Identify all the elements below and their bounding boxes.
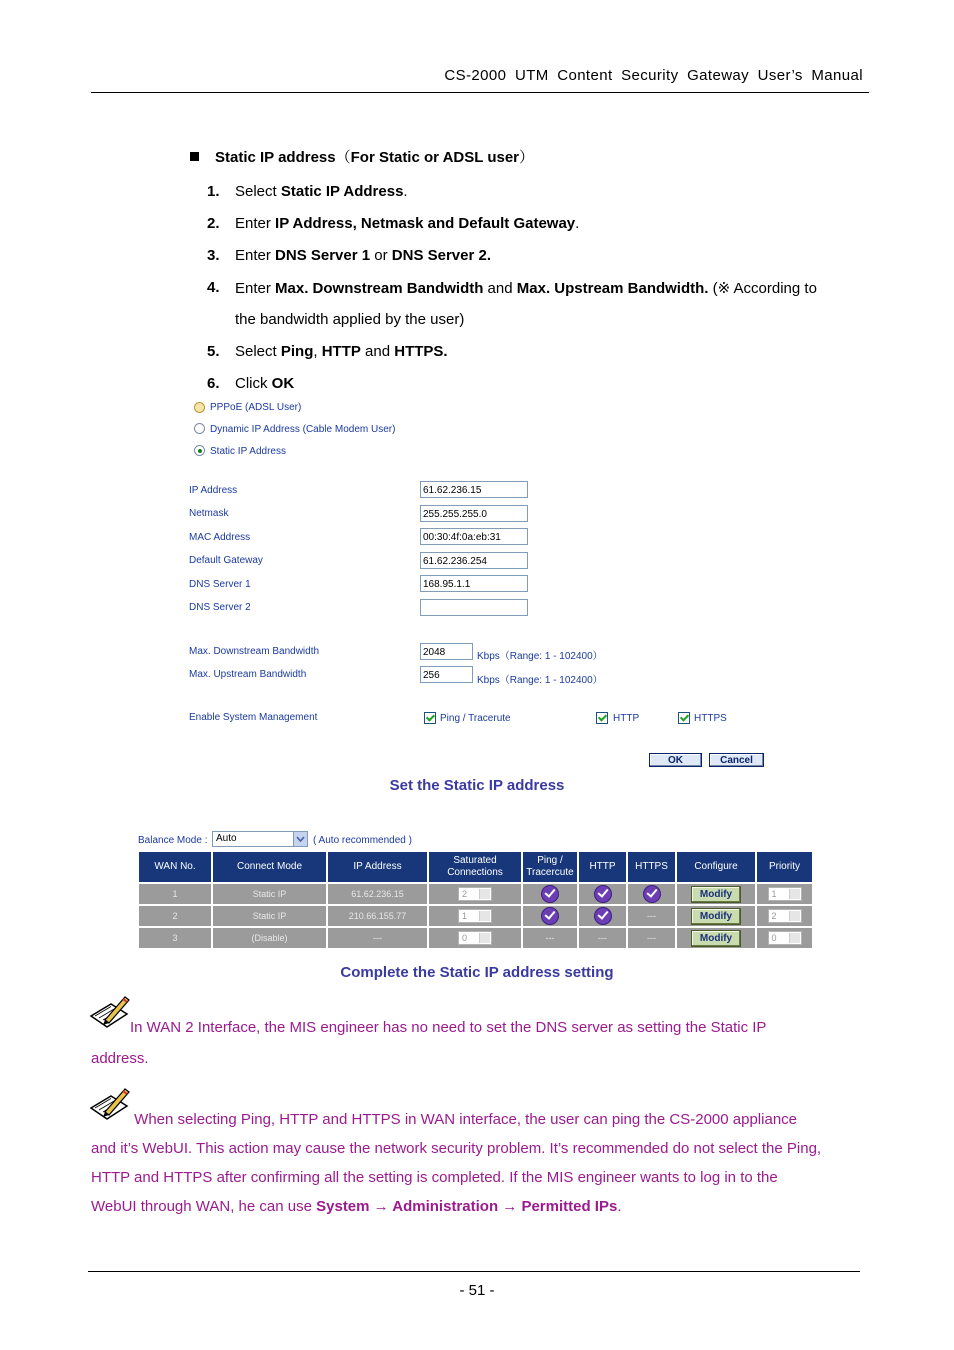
radio-pppoe-label: PPPoE (ADSL User) (210, 402, 302, 413)
modify-button[interactable]: Modify (691, 908, 741, 925)
col-configure: Configure (677, 852, 755, 882)
saturated-cell (429, 926, 521, 948)
balance-mode-value: Auto (216, 833, 237, 844)
https-checkbox-label: HTTPS (694, 713, 727, 724)
modify-button[interactable]: Modify (691, 886, 741, 903)
http-cell (579, 882, 626, 904)
note-pencil-icon (89, 994, 131, 1032)
priority-cell (757, 904, 812, 926)
header-divider (91, 92, 869, 93)
col-connect-mode: Connect Mode (213, 852, 326, 882)
balance-mode-label: Balance Mode : (138, 835, 208, 846)
col-http: HTTP (579, 852, 626, 882)
configure-cell (677, 926, 755, 948)
ip-address-field[interactable]: 61.62.236.15 (420, 481, 528, 498)
note-2-line-3: HTTP and HTTPS after confirming all the setting is completed. If the MIS engineer wants to log in to the (91, 1169, 778, 1186)
upstream-bandwidth-label: Max. Upstream Bandwidth (189, 669, 307, 680)
priority-select[interactable]: 0 (768, 931, 802, 945)
radio-static-ip[interactable] (194, 445, 205, 456)
wan-no-cell: 1 (139, 882, 211, 904)
default-gateway-label: Default Gateway (189, 555, 263, 566)
manual-header-title: CS-2000 UTM Content Security Gateway User’s Manual (444, 67, 863, 84)
downstream-bandwidth-field[interactable]: 2048 (420, 643, 473, 660)
priority-cell (757, 926, 812, 948)
col-priority: Priority (757, 852, 812, 882)
priority-cell (757, 882, 812, 904)
figure-caption-set-static-ip: Set the Static IP address (389, 777, 565, 794)
saturated-select[interactable]: 2 (458, 887, 492, 901)
mac-address-label: MAC Address (189, 532, 251, 543)
upstream-bandwidth-field[interactable]: 256 (420, 666, 473, 683)
wan-no-cell: 2 (139, 904, 211, 926)
ping-checkbox-label: Ping / Tracerute (440, 713, 511, 724)
wan-no-cell: 3 (139, 926, 211, 948)
https-cell: --- (628, 926, 675, 948)
saturated-cell (429, 904, 521, 926)
col-https: HTTPS (628, 852, 675, 882)
http-cell (579, 904, 626, 926)
col-saturated-connections: Saturated Connections (429, 852, 521, 882)
section-heading: Static IP address（For Static or ADSL user） (215, 149, 535, 166)
bullet-square-icon (190, 152, 199, 161)
check-icon (594, 907, 612, 925)
note-2-line-4: WebUI through WAN, he can use System → Administration → Permitted IPs. (91, 1198, 622, 1215)
ping-checkbox[interactable] (424, 712, 436, 724)
https-cell (628, 882, 675, 904)
priority-select[interactable]: 1 (768, 887, 802, 901)
check-icon (643, 885, 661, 903)
downstream-bandwidth-unit: Kbps（Range: 1 - 102400） (477, 651, 603, 662)
col-wan-no: WAN No. (139, 852, 211, 882)
balance-mode-select[interactable] (212, 831, 308, 847)
note-2-line-2: and it’s WebUI. This action may cause the network security problem. It’s recommended do not select the Ping, (91, 1140, 822, 1157)
check-icon (594, 885, 612, 903)
ip-address-cell: 61.62.236.15 (328, 882, 427, 904)
connect-mode-cell: (Disable) (213, 926, 326, 948)
saturated-select[interactable]: 0 (458, 931, 492, 945)
ip-address-label: IP Address (189, 485, 238, 496)
footer-divider (88, 1271, 860, 1272)
ping-cell: --- (523, 926, 577, 948)
radio-static-ip-label: Static IP Address (210, 446, 286, 457)
http-cell: --- (579, 926, 626, 948)
priority-select[interactable]: 2 (768, 909, 802, 923)
table-row (139, 882, 812, 904)
table-row (139, 904, 812, 926)
radio-pppoe[interactable] (194, 402, 205, 413)
netmask-label: Netmask (189, 508, 229, 519)
dns-server-2-field[interactable] (420, 599, 528, 616)
ping-cell (523, 882, 577, 904)
cancel-button[interactable]: Cancel (709, 753, 764, 767)
connect-mode-cell: Static IP (213, 882, 326, 904)
ip-address-cell: 210.66.155.77 (328, 904, 427, 926)
col-ping-tracercute: Ping / Tracercute (523, 852, 577, 882)
note-1-line-1: In WAN 2 Interface, the MIS engineer has no need to set the DNS server as setting the Static IP (130, 1019, 767, 1036)
check-icon (541, 907, 559, 925)
connect-mode-cell: Static IP (213, 904, 326, 926)
balance-mode-hint: ( Auto recommended ) (313, 835, 412, 846)
table-row (139, 926, 812, 948)
saturated-select[interactable]: 1 (458, 909, 492, 923)
note-2-line-1: When selecting Ping, HTTP and HTTPS in WAN interface, the user can ping the CS-2000 appliance (130, 1111, 798, 1128)
mac-address-field[interactable]: 00:30:4f:0a:eb:31 (420, 528, 528, 545)
col-ip-address: IP Address (328, 852, 427, 882)
radio-dynamic-ip[interactable] (194, 423, 205, 434)
upstream-bandwidth-unit: Kbps（Range: 1 - 102400） (477, 675, 603, 686)
check-icon (541, 885, 559, 903)
figure-caption-complete-static-ip: Complete the Static IP address setting (340, 964, 614, 981)
configure-cell (677, 882, 755, 904)
ok-button[interactable]: OK (649, 753, 702, 767)
https-cell: --- (628, 904, 675, 926)
note-pencil-icon (89, 1086, 131, 1124)
page-number: - 51 - (459, 1282, 495, 1299)
saturated-cell (429, 882, 521, 904)
configure-cell (677, 904, 755, 926)
default-gateway-field[interactable]: 61.62.236.254 (420, 552, 528, 569)
dns-server-2-label: DNS Server 2 (189, 602, 251, 613)
radio-dynamic-ip-label: Dynamic IP Address (Cable Modem User) (210, 424, 396, 435)
system-management-label: Enable System Management (189, 712, 318, 723)
modify-button[interactable]: Modify (691, 930, 741, 947)
netmask-field[interactable]: 255.255.255.0 (420, 505, 528, 522)
ping-cell (523, 904, 577, 926)
http-checkbox[interactable] (596, 712, 608, 724)
wan-interface-table (137, 852, 814, 948)
dns-server-1-label: DNS Server 1 (189, 579, 251, 590)
chevron-down-icon (293, 832, 307, 846)
ip-address-cell: --- (328, 926, 427, 948)
https-checkbox[interactable] (678, 712, 690, 724)
note-1-line-2: address. (91, 1050, 149, 1067)
http-checkbox-label: HTTP (613, 713, 640, 724)
downstream-bandwidth-label: Max. Downstream Bandwidth (189, 646, 320, 657)
dns-server-1-field[interactable]: 168.95.1.1 (420, 575, 528, 592)
